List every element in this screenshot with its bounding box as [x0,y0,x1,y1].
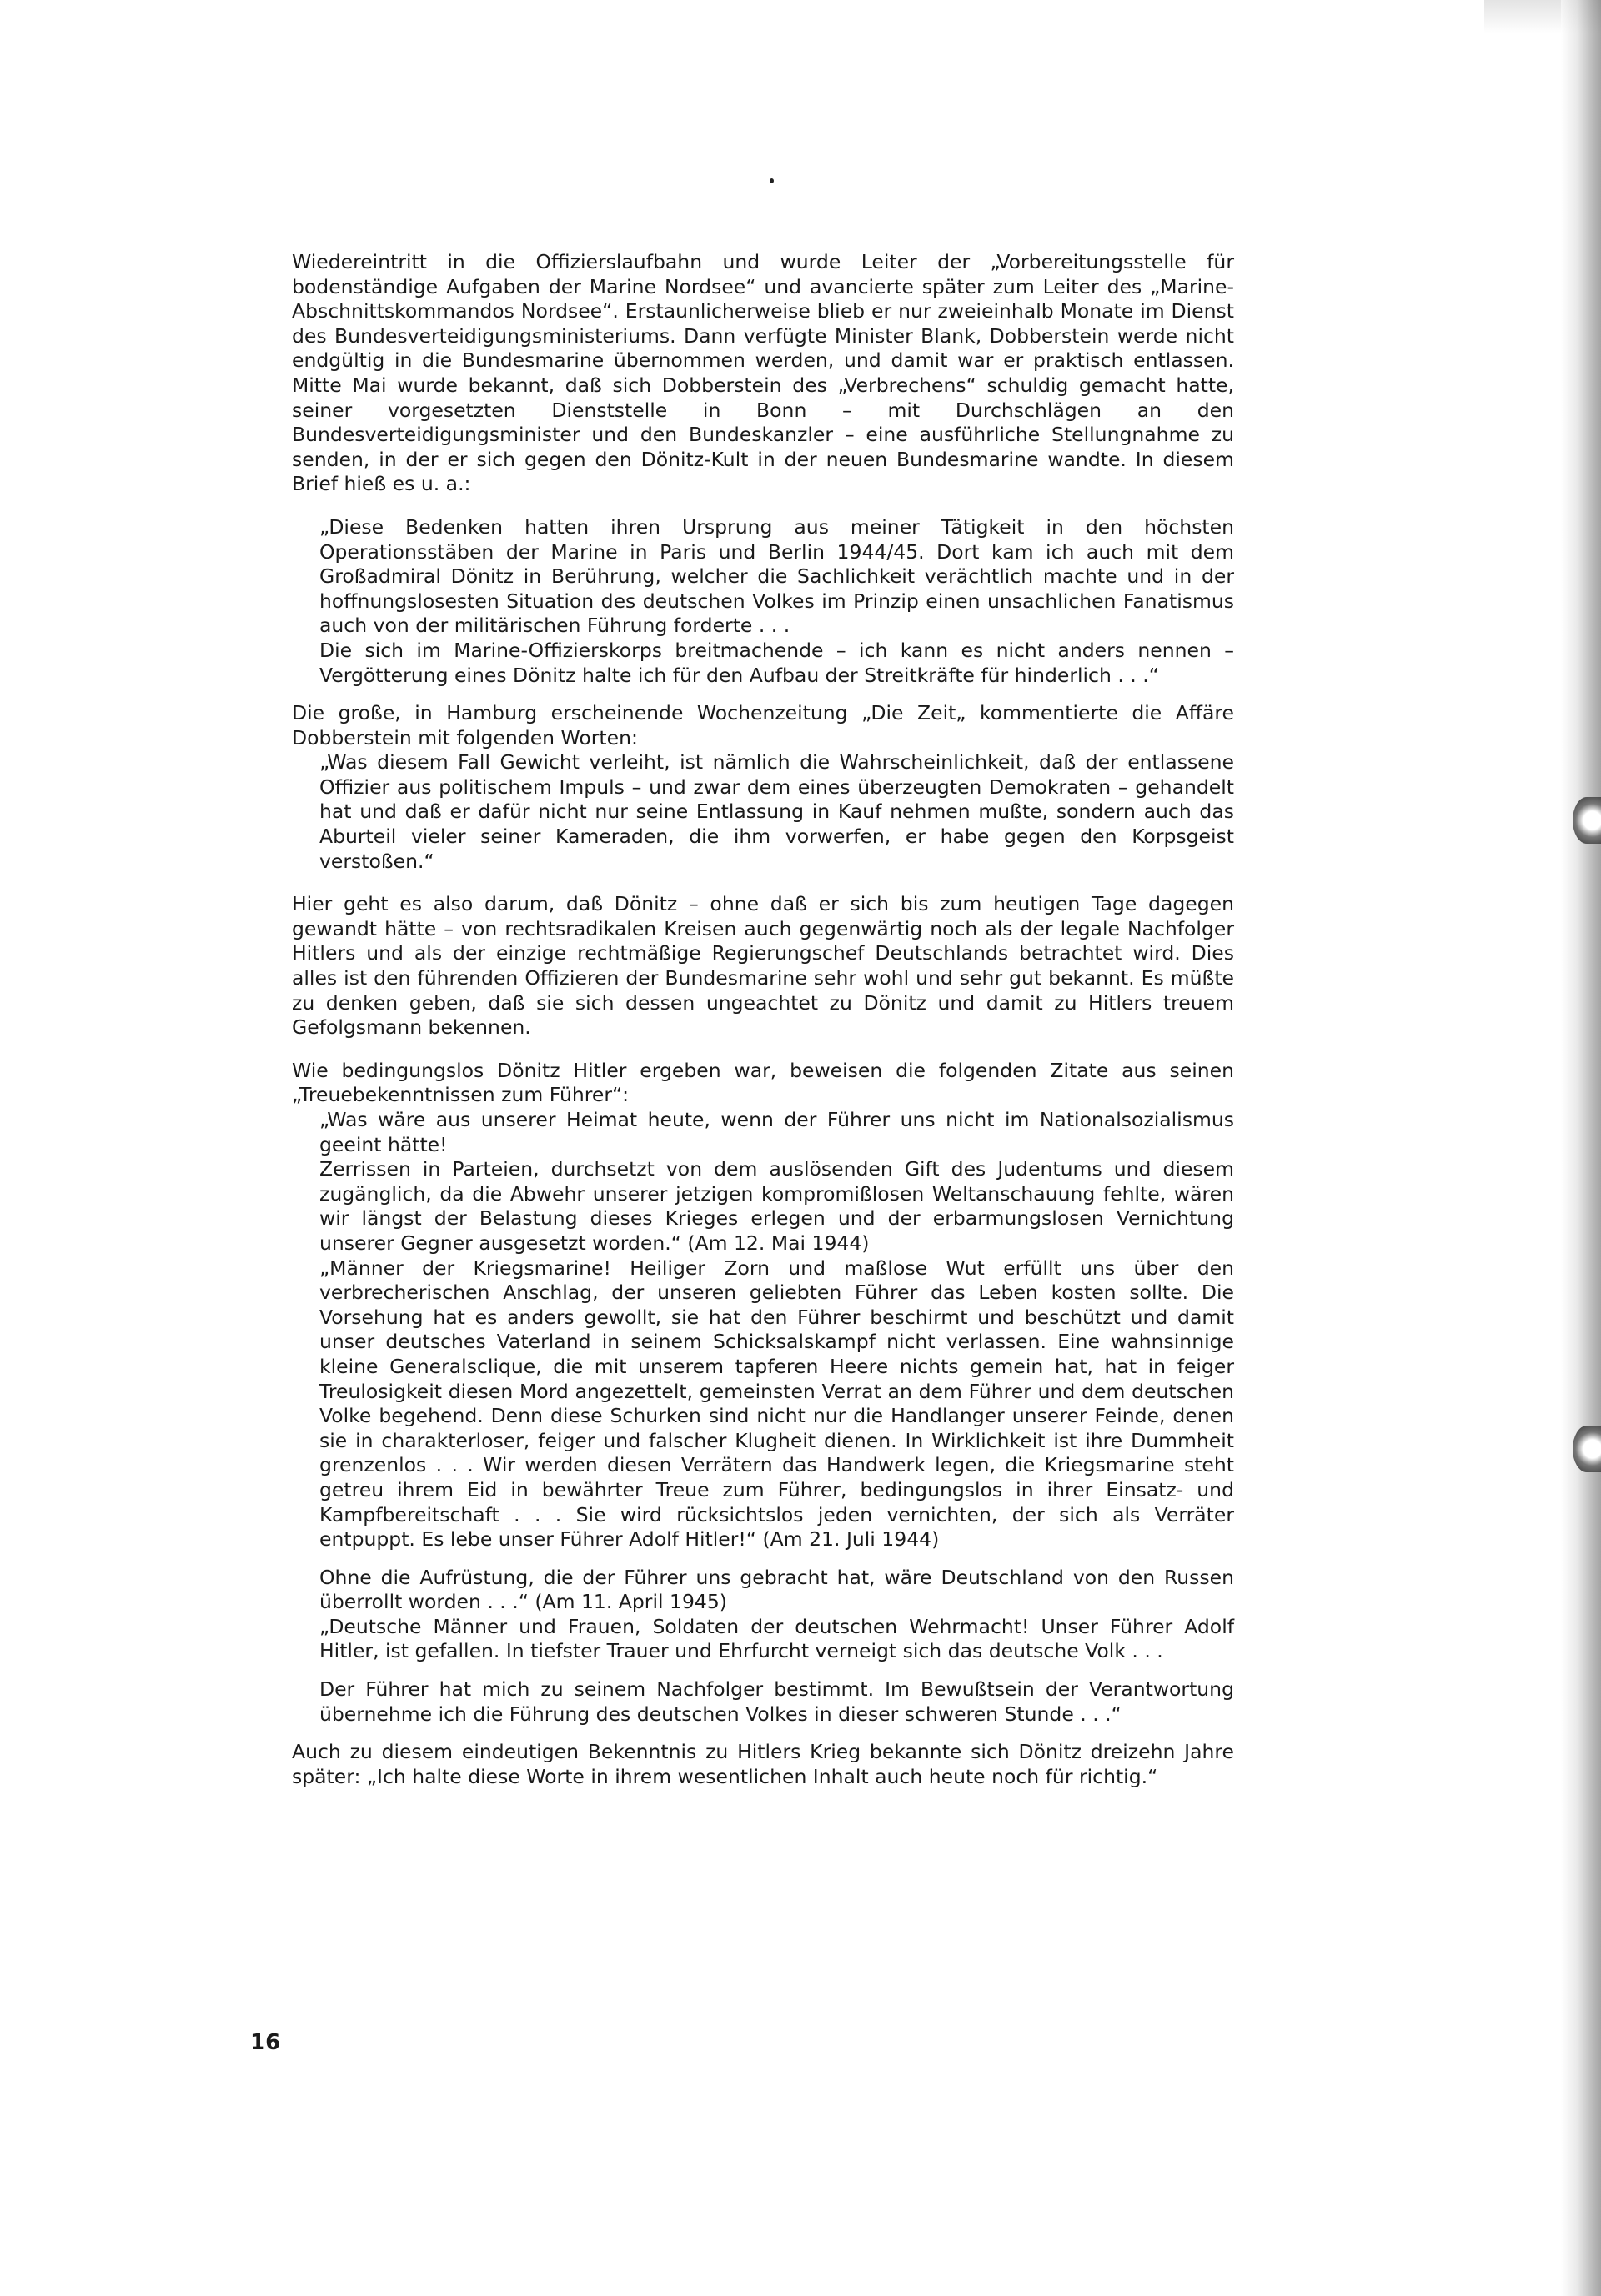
paragraph-citations-intro: Wie bedingungslos Dönitz Hitler ergeben war, beweisen die folgenden Zitate aus seinen „Treuebekenntnissen zum Führer“: [292,1058,1234,1107]
quote-aufruestung: Ohne die Aufrüstung, die der Führer uns gebracht hat, wäre Deutschland von den Russen überrollt worden . . .“ (Am 11. April 1945) [319,1565,1234,1614]
paragraph-closing: Auch zu diesem eindeutigen Bekenntnis zu Hitlers Krieg bekannte sich Dönitz dreizehn Jahre später: „Ich halte diese Worte in ihrem wesentlichen Inhalt auch heute noch für richtig.“ [292,1740,1234,1788]
quote-heimat: „Was wäre aus unserer Heimat heute, wenn der Führer uns nicht im Nationalsozialismus geeint hätte! [319,1108,1234,1156]
paragraph-intro: Wiedereintritt in die Offizierslaufbahn und wurde Leiter der „Vorbereitungsstelle für bodenständige Aufgaben der Marine Nordsee“ und avancierte später zum Leiter des „Marine-Abschnittskommandos Nordsee“. Erstaunlicherweise blieb er nur zweieinhalb Monate im Dienst des Bundesverteidigungsministeriums. Dann verfügte Minister Blank, Dobberstein werde nicht endgültig in die Bundesmarine übernommen werden, und damit war er praktisch entlassen. Mitte Mai wurde bekannt, daß sich Dobberstein des „Verbrechens“ schuldig gemacht hatte, seiner vorgesetzten Dienststelle in Bonn – mit Durchschlägen an den Bundesverteidigungsminister und den Bundeskanzler – eine ausführliche Stellungnahme zu senden, in der er sich gegen den Dönitz-Kult in der neuen Bundesmarine wandte. In diesem Brief hieß es u. a.: [292,250,1234,496]
quote-dobberstein-1: „Diese Bedenken hatten ihren Ursprung aus meiner Tätigkeit in den höchsten Operationsstäben der Marine in Paris und Berlin 1944/45. Dort kam ich auch mit dem Großadmiral Dönitz in Berührung, welcher die Sachlichkeit verächtlich machte und in der hoffnungslosesten Situation des deutschen Volkes im Prinzip einen unsachlichen Fanatismus auch von der militärischen Führung forderte . . . [319,514,1234,638]
scan-edge-right [1561,0,1601,2296]
punch-hole-lower [1573,1426,1601,1472]
page-body [292,250,1234,1789]
quote-maenner-der-kriegsmarine: „Männer der Kriegsmarine! Heiliger Zorn und maßlose Wut erfüllt uns über den verbrecherischen Anschlag, der unseren geliebten Führer das Leben kosten sollte. Die Vorsehung hat es anders gewollt, sie hat den Führer beschirmt und beschützt und damit unser deutsches Vaterland in seinem Schicksalskampf nicht verlassen. Eine wahnsinnige kleine Generalsclique, die mit unserem tapferen Heere nichts gemein hat, hat in feiger Treulosigkeit diesen Mord angezettelt, gemeinsten Verrat an dem Führer und dem deutschen Volke begehend. Denn diese Schurken sind nicht nur die Handlanger unserer Feinde, denen sie in charakterloser, feiger und falscher Klugheit dienen. In Wirklichkeit ist ihre Dummheit grenzenlos . . . Wir werden diesen Verrätern das Handwerk legen, die Kriegsmarine steht getreu ihrem Eid in bewährter Treue zum Führer, bedingungslos in ihrer Einsatz- und Kampfbereitschaft . . . Sie wird rücksichtslos jeden vernichten, der sich als Verräter entpuppt. Es lebe unser Führer Adolf Hitler!“ (Am 21. Juli 1944) [319,1256,1234,1552]
punch-hole-upper [1573,797,1601,844]
quote-die-zeit: „Was diesem Fall Gewicht verleiht, ist nämlich die Wahrscheinlichkeit, daß der entlassene Offizier aus politischem Impuls – und zwar dem eines überzeugten Demokraten – gehandelt hat und daß er dafür nicht nur seine Entlassung in Kauf nehmen mußte, sondern auch das Aburteil vieler seiner Kameraden, die ihm vorwerfen, er habe gegen den Korpsgeist verstoßen.“ [319,750,1234,873]
quote-dobberstein-2: Die sich im Marine-Offizierskorps breitmachende – ich kann es nicht anders nennen – Vergötterung eines Dönitz halte ich für den Aufbau der Streitkräfte für hinderlich . . .“ [319,638,1234,687]
quote-deutsche-maenner: „Deutsche Männer und Frauen, Soldaten der deutschen Wehrmacht! Unser Führer Adolf Hitler, ist gefallen. In tiefster Trauer und Ehrfurcht verneigt sich das deutsche Volk . . . [319,1614,1234,1663]
quote-nachfolger: Der Führer hat mich zu seinem Nachfolger bestimmt. Im Bewußtsein der Verantwortung übernehme ich die Führung des deutschen Volkes in dieser schweren Stunde . . .“ [319,1677,1234,1726]
paragraph-die-zeit: Die große, in Hamburg erscheinende Wochenzeitung „Die Zeit„ kommentierte die Affäre Dobberstein mit folgenden Worten: [292,701,1234,749]
quote-zerrissen: Zerrissen in Parteien, durchsetzt von dem auslösenden Gift des Judentums und diesem zugänglich, da die Abwehr unserer jetzigen kompromißlosen Weltanschauung fehlte, wären wir längst der Belastung dieses Krieges erlegen und der erbarmungslosen Vernichtung unserer Gegner ausgesetzt worden.“ (Am 12. Mai 1944) [319,1157,1234,1255]
page-number: 16 [250,2030,281,2055]
scan-speck [770,178,774,183]
paragraph-analysis: Hier geht es also darum, daß Dönitz – ohne daß er sich bis zum heutigen Tage dagegen gewandt hätte – von rechtsradikalen Kreisen auch gegenwärtig noch als der legale Nachfolger Hitlers und als der einzige rechtmäßige Regierungschef Deutschlands betrachtet wird. Dies alles ist den führenden Offizieren der Bundesmarine sehr wohl und sehr gut bekannt. Es müßte zu denken geben, daß sie sich dessen ungeachtet zu Dönitz und damit zu Hitlers treuem Gefolgsmann bekennen. [292,892,1234,1040]
